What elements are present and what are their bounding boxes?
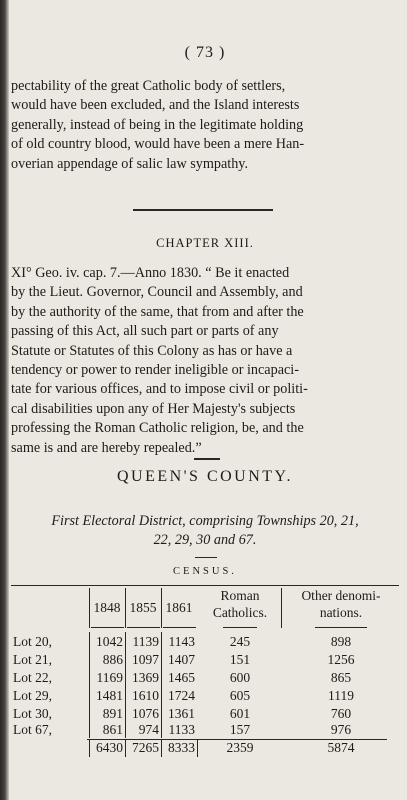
text-line: passing of this Act, all such part or parts of any [11, 323, 279, 340]
row-1861: 1465 [168, 670, 195, 685]
column-separator [161, 740, 162, 757]
row-1861: 1143 [168, 634, 195, 649]
row-1861: 1361 [168, 706, 195, 721]
header-1855: 1855 [129, 600, 157, 615]
chapter-heading: CHAPTER XIII. [156, 236, 254, 250]
text-line: overian appendage of salic law sympathy. [11, 155, 249, 172]
row-1848: 1042 [96, 634, 123, 649]
paragraph-continuation [11, 77, 397, 174]
header-roman-line1: Roman [220, 588, 260, 603]
row-1855: 1076 [132, 706, 159, 721]
header-underline [315, 627, 367, 628]
book-page [11, 0, 399, 800]
row-lot: Lot 29, [13, 688, 52, 703]
book-gutter-shadow [0, 0, 9, 800]
text-line: pectability of the great Catholic body of settlers, [11, 78, 286, 94]
row-1855: 1369 [132, 670, 159, 685]
short-divider [195, 557, 217, 558]
text-line: tendency or power to render ineligible or incapaci- [11, 362, 299, 379]
text-line: First Electoral District, comprising Townships 20, 21, [51, 513, 359, 529]
row-roman: 151 [229, 652, 251, 667]
row-1855: 1097 [132, 652, 159, 667]
text-line: cal disabilities upon any of Her Majesty's subjects [11, 400, 296, 417]
row-lot: Lot 21, [13, 652, 52, 667]
text-line: professing the Roman Catholic religion, be, and the [11, 420, 304, 437]
row-1861: 1724 [168, 688, 195, 703]
row-other: 1256 [327, 652, 355, 667]
row-roman: 601 [229, 706, 251, 721]
column-separator [197, 740, 198, 757]
district-description [11, 512, 399, 550]
text-line: same is and are hereby repealed.” [11, 439, 202, 456]
row-other: 760 [330, 706, 352, 721]
census-label: CENSUS. [173, 566, 237, 577]
row-other: 976 [330, 722, 352, 737]
header-other-line2: nations. [319, 605, 363, 620]
text-line: XI° Geo. iv. cap. 7.—Anno 1830. “ Be it enacted [11, 265, 290, 281]
row-1848: 861 [102, 722, 123, 737]
row-roman: 245 [229, 634, 251, 649]
row-lot: Lot 67, [13, 722, 52, 737]
total-roman: 2359 [226, 740, 254, 755]
header-underline [91, 627, 124, 628]
header-1861: 1861 [165, 600, 193, 615]
text-line: would have been excluded, and the Island interests [11, 97, 300, 114]
header-1848: 1848 [93, 600, 121, 615]
row-other: 865 [330, 670, 352, 685]
total-1855: 7265 [132, 740, 159, 755]
column-separator [89, 632, 90, 738]
row-other: 898 [330, 634, 352, 649]
text-line: Statute or Statutes of this Colony as has or have a [11, 342, 293, 359]
row-1861: 1407 [168, 652, 195, 667]
column-separator [125, 740, 126, 757]
column-separator [125, 632, 126, 738]
row-1861: 1133 [168, 722, 195, 737]
text-line: by the Lieut. Governor, Council and Assembly, and [11, 284, 303, 301]
row-1855: 1139 [132, 634, 159, 649]
total-1861: 8333 [168, 740, 195, 755]
text-line: generally, instead of being in the legitimate holding [11, 116, 304, 133]
column-separator [161, 632, 162, 738]
row-lot: Lot 22, [13, 670, 52, 685]
short-divider [194, 458, 220, 460]
row-roman: 605 [229, 688, 251, 703]
text-line: tate for various offices, and to impose civil or politi- [11, 381, 308, 398]
text-line: 22, 29, 30 and 67. [153, 532, 257, 548]
text-line: of old country blood, would have been a mere Han- [11, 136, 305, 153]
row-1855: 974 [138, 722, 159, 737]
text-line: by the authority of the same, that from and after the [11, 303, 304, 320]
row-1848: 891 [102, 706, 123, 721]
row-1848: 1169 [96, 670, 123, 685]
row-lot: Lot 30, [13, 706, 52, 721]
page-number: ( 73 ) [184, 44, 226, 61]
table-top-rule [11, 585, 399, 586]
header-underline [127, 627, 160, 628]
column-separator [89, 740, 90, 757]
row-1848: 886 [102, 652, 123, 667]
row-1855: 1610 [132, 688, 159, 703]
header-roman-line2: Catholics. [212, 605, 268, 620]
header-underline [223, 627, 257, 628]
section-divider [133, 209, 273, 211]
total-1848: 6430 [96, 740, 123, 755]
total-other: 5874 [327, 740, 355, 755]
row-roman: 600 [229, 670, 251, 685]
row-1848: 1481 [96, 688, 123, 703]
row-lot: Lot 20, [13, 634, 52, 649]
statute-paragraph [11, 264, 397, 458]
column-separator [281, 588, 282, 628]
county-heading: QUEEN'S COUNTY. [116, 468, 294, 485]
row-other: 1119 [328, 688, 354, 703]
header-underline [163, 627, 196, 628]
row-roman: 157 [229, 722, 251, 737]
header-other-line1: Other denomi- [301, 588, 381, 603]
